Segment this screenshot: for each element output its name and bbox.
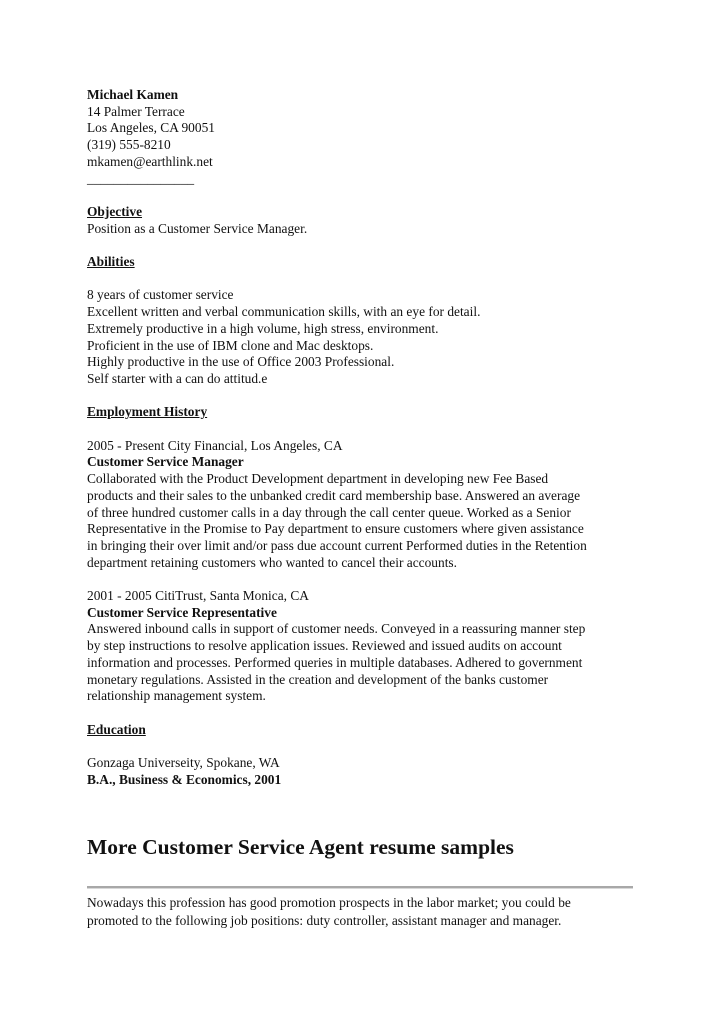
job-dates-company: 2005 - Present City Financial, Los Angeles, CA [87, 437, 343, 453]
job-description-line: in bringing their over limit and/or pass due account current Performed duties in the Retention [87, 537, 587, 553]
job-title: Customer Service Representative [87, 604, 277, 620]
more-samples-title: More Customer Service Agent resume samples [87, 835, 514, 859]
education-heading: Education [87, 721, 146, 737]
job-description-line: Collaborated with the Product Development department in developing new Fee Based [87, 471, 549, 487]
description-line: Nowadays this profession has good promotion prospects in the labor market; you could be [87, 895, 571, 910]
job-description-line: Answered inbound calls in support of customer needs. Conveyed in a reassuring manner step [87, 621, 586, 637]
spacer [87, 271, 647, 288]
ability-item: Highly productive in the use of Office 2003 Professional. [87, 354, 395, 370]
spacer [87, 421, 647, 438]
job-dates-company: 2001 - 2005 CitiTrust, Santa Monica, CA [87, 588, 309, 603]
abilities-heading: Abilities [87, 254, 135, 269]
job-title: Customer Service Manager [87, 454, 244, 470]
contact-street: 14 Palmer Terrace [87, 103, 185, 119]
job-description-line: products and their sales to the unbanked credit card membership base. Answered an average [87, 487, 581, 503]
contact-city: Los Angeles, CA 90051 [87, 120, 215, 136]
job-description-line: monetary regulations. Assisted in the creation and development of the banks customer [87, 671, 549, 687]
spacer [87, 237, 647, 254]
more-samples-description [87, 894, 647, 929]
objective-heading: Objective [87, 203, 143, 219]
ability-item: Self starter with a can do attitud.e [87, 370, 268, 386]
employment-heading: Employment History [87, 404, 208, 420]
spacer [87, 738, 647, 755]
job-description-line: by step instructions to resolve application issues. Reviewed and issued audits on account [87, 638, 562, 654]
resume-body [87, 87, 647, 788]
job-description-line: information and processes. Performed queries in multiple databases. Adhered to government [87, 654, 583, 670]
spacer [87, 705, 647, 722]
contact-email: mkamen@earthlink.net [87, 153, 213, 169]
description-line: promoted to the following job positions: duty controller, assistant manager and manager. [87, 912, 562, 928]
job-description-line: relationship management system. [87, 688, 266, 704]
spacer [87, 571, 647, 588]
contact-name: Michael Kamen [87, 87, 179, 102]
job-description-line: of three hundred customer calls in a day through the call center queue. Worked as a Senior [87, 504, 571, 520]
spacer [87, 388, 647, 405]
education-degree: B.A., Business & Economics, 2001 [87, 771, 282, 787]
ability-item: Extremely productive in a high volume, high stress, environment. [87, 320, 439, 336]
contact-separator: ________________ [87, 170, 195, 186]
education-school: Gonzaga Universeity, Spokane, WA [87, 755, 280, 770]
ability-item: 8 years of customer service [87, 287, 234, 303]
job-description-line: Representative in the Promise to Pay department to ensure customers where given assistance [87, 521, 584, 537]
job-description-line: department retaining customers who wanted to cancel their accounts. [87, 554, 457, 570]
ability-item: Proficient in the use of IBM clone and Mac desktops. [87, 337, 374, 353]
contact-phone: (319) 555-8210 [87, 137, 171, 153]
ability-item: Excellent written and verbal communication skills, with an eye for detail. [87, 304, 481, 320]
horizontal-divider [87, 886, 633, 889]
objective-text: Position as a Customer Service Manager. [87, 220, 308, 236]
spacer [87, 187, 647, 204]
